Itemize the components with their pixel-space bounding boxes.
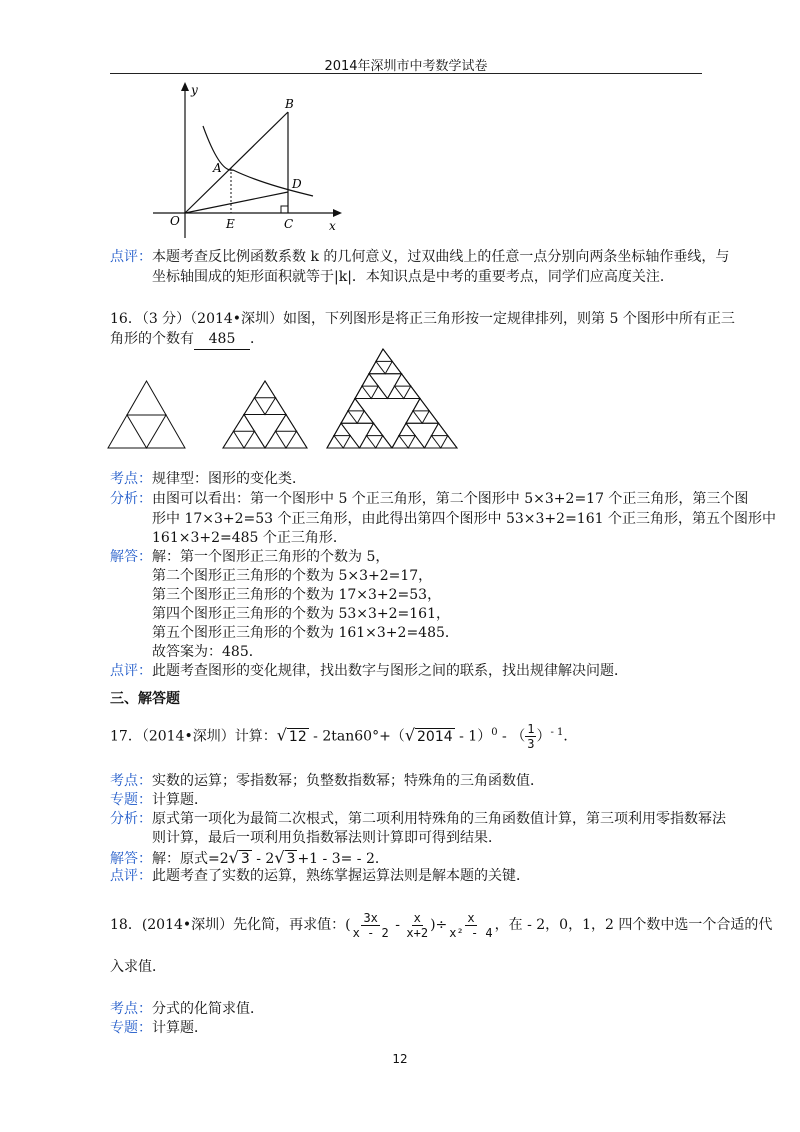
y-axis-arrow: [181, 82, 189, 91]
page-number: 12: [392, 1052, 408, 1066]
fraction-one-third: $\frac{1}{3}$: [527, 722, 535, 752]
q17-kaodian: 考点：实数的运算；零指数幂；负整数指数幂；特殊角的三角函数值．: [110, 773, 544, 789]
figure-1: [108, 381, 185, 448]
line-OB: [185, 112, 288, 213]
q18-stem: 18．(2014•深圳）先化简，再求值：( $\frac{3x}{x - 2}$ - $\frac{x}{x+2}$ )÷ $\frac{x}{\text{x² - 4}}$ ，在 - 2，0，1，2 四个数中选一个合适的代: [110, 910, 773, 940]
label-A: A: [213, 161, 222, 175]
label-x: x: [329, 219, 336, 233]
label-B: B: [285, 97, 294, 111]
label-D: D: [292, 177, 302, 191]
q15-comment-line2: 坐标轴围成的矩形面积就等于|k|．本知识点是中考的重要考点，同学们应高度关注．: [152, 269, 674, 285]
q16-stem-line1: 16．（3 分）（2014•深圳）如图，下列图形是将正三角形按一定规律排列，则第 5 个图形中所有正三: [110, 311, 735, 327]
figure-3: [327, 349, 457, 448]
q16-jieda-1: 解答：解：第一个图形正三角形的个数为 5，: [110, 549, 390, 565]
q16-jieda-2: 第二个图形正三角形的个数为 5×3+2=17，: [152, 568, 433, 584]
q16-dianping: 点评：此题考查图形的变化规律，找出数字与图形之间的联系，找出规律解决问题．: [110, 663, 628, 679]
q17-fenxi-1: 分析：原式第一项化为最简二次根式，第二项利用特殊角的三角函数值计算，第三项利用零指数幂法: [110, 811, 726, 827]
answer-blank: 485: [194, 330, 250, 350]
right-angle-mark: [281, 206, 288, 213]
label-C: C: [284, 217, 294, 231]
q16-fenxi-1: 分析：由图可以看出：第一个图形中 5 个正三角形，第二个图形中 5×3+2=17 个正三角形，第三个图: [110, 491, 749, 507]
line-OD: [185, 192, 288, 213]
x-axis-arrow: [333, 209, 342, 217]
page-header: 2014年深圳市中考数学试卷: [110, 55, 702, 74]
label-E: E: [226, 217, 235, 231]
label-y: y: [191, 83, 198, 97]
q16-jieda-3: 第三个图形正三角形的个数为 17×3+2=53，: [152, 587, 442, 603]
q18-zhuanti: 专题：计算题．: [110, 1020, 208, 1036]
q17-fenxi-2: 则计算，最后一项利用负指数幂法则计算即可得到结果．: [152, 830, 502, 846]
q17-jieda: 解答：解：原式=2√ 3 - 2√ 3 +1 - 3= - 2．: [110, 848, 389, 867]
q17-zhuanti: 专题：计算题．: [110, 792, 208, 808]
section-title: 三、解答题: [110, 691, 180, 707]
fraction-x-over-x2-minus-4: $\frac{x}{\text{x² - 4}}$: [449, 910, 493, 940]
q18-stem-line2: 入求值．: [110, 959, 166, 975]
label-O: O: [170, 214, 180, 228]
q16-fenxi-3: 161×3+2=485 个正三角形．: [152, 530, 347, 546]
q16-jieda-6: 故答案为：485．: [152, 644, 263, 660]
q15-comment-line1: 点评：本题考查反比例函数系数 k 的几何意义，过双曲线上的任意一点分别向两条坐标轴作垂线，与: [110, 249, 730, 265]
q17-stem: 17．（2014•深圳）计算：√ 12 - 2tan60°+（√ 2014 - 1）$^0$ - （ $\frac{1}{3}$ ）$^{- 1}$．: [110, 722, 578, 752]
triangle-pattern-figures: [105, 345, 465, 455]
fraction-3x-over-x-minus-2: $\frac{3x}{x - 2}$: [352, 910, 389, 940]
q17-dianping: 点评：此题考查了实数的运算，熟练掌握运算法则是解本题的关键．: [110, 868, 530, 884]
q16-jieda-4: 第四个图形正三角形的个数为 53×3+2=161，: [152, 606, 450, 622]
figure-2: [223, 381, 307, 448]
q16-fenxi-2: 形中 17×3+2=53 个正三角形，由此得出第四个图形中 53×3+2=161 个正三角形，第五个图形中: [152, 511, 776, 527]
q16-jieda-5: 第五个图形正三角形的个数为 161×3+2=485．: [152, 625, 459, 641]
q16-stem-line2: 角形的个数有 485 ．: [110, 330, 264, 350]
q18-kaodian: 考点：分式的化简求值．: [110, 1001, 264, 1017]
comment-tag: 点评：: [110, 249, 152, 265]
fraction-x-over-x-plus-2: $\frac{x}{x+2}$: [406, 910, 429, 940]
q16-kaodian: 考点：规律型：图形的变化类．: [110, 471, 306, 487]
hyperbola-graph: [145, 78, 355, 246]
